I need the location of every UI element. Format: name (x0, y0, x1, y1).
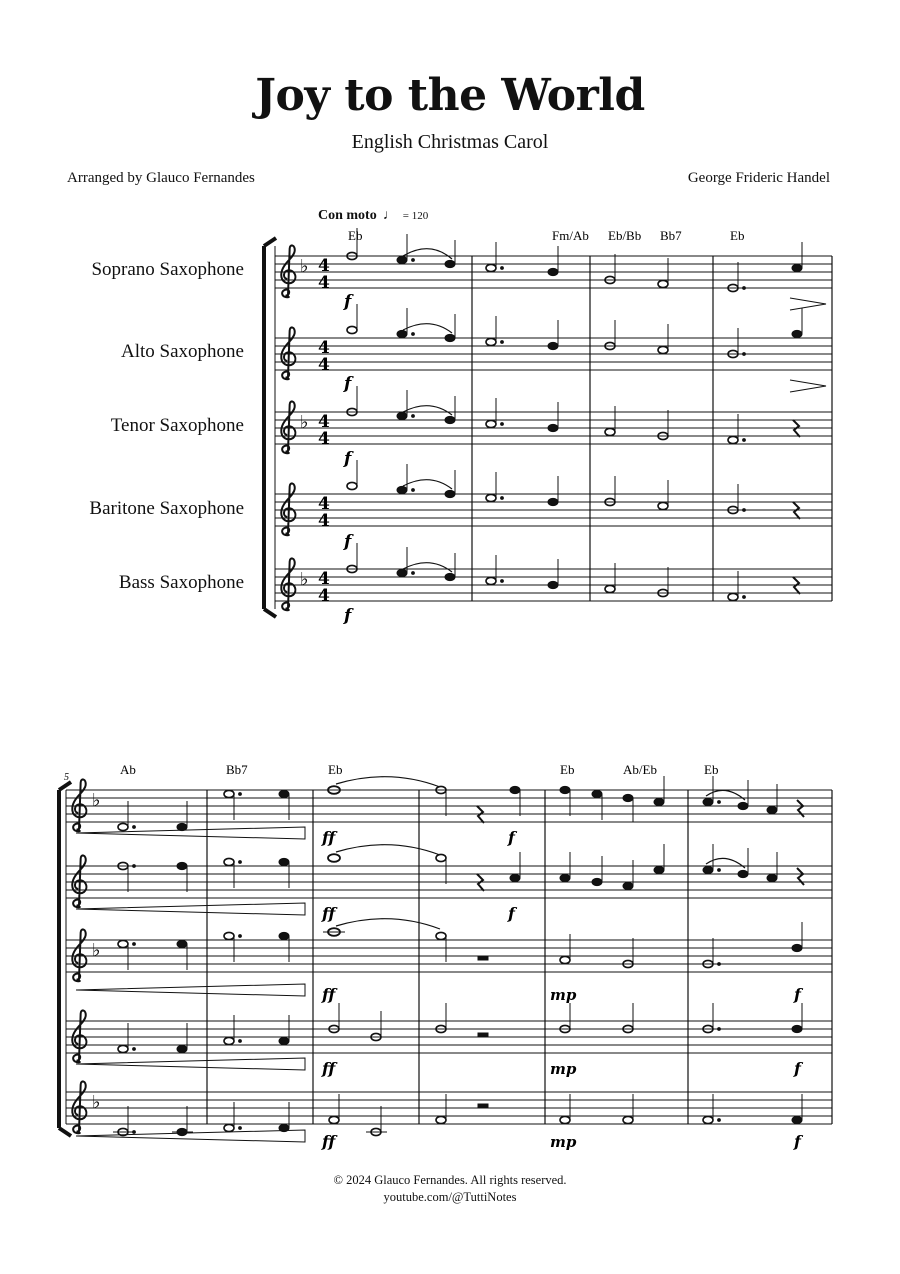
note-head (436, 932, 446, 939)
note-head (703, 866, 713, 873)
chord-symbol: Eb (348, 228, 363, 243)
flat-key-signature-icon: ♭ (92, 790, 101, 811)
svg-text:4: 4 (318, 586, 330, 606)
chord-symbol: Eb (328, 762, 343, 777)
treble-clef-icon (281, 483, 295, 535)
time-signature (318, 256, 330, 606)
dynamic-marking: f (344, 606, 352, 626)
half-rest-icon (478, 1104, 488, 1108)
note-head (548, 268, 558, 275)
dynamic-marking: ff (322, 828, 336, 847)
note-head (436, 1116, 446, 1123)
note-head (605, 428, 615, 435)
slur (403, 563, 452, 572)
note-head (224, 858, 234, 865)
instrument-label-tenor: Tenor Saxophone (110, 415, 244, 436)
note-head (548, 498, 558, 505)
slur (403, 480, 452, 489)
composer-credit: George Frideric Handel (687, 170, 830, 186)
chord-symbol: Eb (560, 762, 575, 777)
treble-clef-icon (72, 779, 86, 831)
dynamic-marking: mp (550, 1133, 577, 1151)
note-head (592, 878, 602, 885)
slur (403, 249, 452, 259)
score-title: Joy to the World (255, 70, 645, 121)
dynamic-marking: ff (322, 985, 336, 1004)
note-head (792, 264, 802, 271)
chord-symbol: Eb/Bb (608, 228, 642, 243)
svg-text:4: 4 (318, 429, 330, 449)
note-head (510, 786, 520, 793)
dynamic-marking: f (344, 374, 352, 394)
crescendo-hairpin (76, 827, 305, 839)
crescendo-hairpin (76, 984, 305, 996)
note-head (560, 1116, 570, 1123)
note-head (177, 940, 187, 947)
note-head (605, 585, 615, 592)
svg-text:4: 4 (318, 569, 330, 589)
treble-clef-icon (72, 855, 86, 907)
flat-key-signature-icon: ♭ (300, 256, 309, 277)
note-head (224, 1124, 234, 1131)
chord-symbol: Eb (730, 228, 745, 243)
system-2-bracket (59, 782, 71, 1136)
note-head (118, 823, 128, 830)
note-head (658, 280, 668, 287)
dynamic-marking: f (508, 828, 515, 847)
note-head (560, 874, 570, 881)
note-head (510, 874, 520, 881)
note-head (177, 823, 187, 830)
slur (403, 324, 452, 333)
svg-text:4: 4 (318, 511, 330, 531)
instrument-label-baritone: Baritone Saxophone (89, 498, 244, 519)
note-head (728, 593, 738, 600)
treble-clef-icon (72, 1010, 86, 1062)
tie (336, 777, 440, 787)
note-head (118, 1045, 128, 1052)
chord-symbol: Fm/Ab (552, 228, 589, 243)
flat-key-signature-icon: ♭ (92, 940, 101, 961)
whole-note-head (328, 854, 340, 862)
chord-symbol: Ab (120, 762, 136, 777)
note-head (703, 798, 713, 805)
note-head (486, 577, 496, 584)
note-head (177, 1128, 187, 1135)
note-head (445, 334, 455, 341)
note-head (548, 424, 558, 431)
note-head (329, 1116, 339, 1123)
dynamic-marking: f (344, 449, 352, 469)
note-head (397, 486, 407, 493)
note-head (177, 1045, 187, 1052)
note-head (279, 932, 289, 939)
note-head (654, 866, 664, 873)
treble-clef-icon (72, 929, 86, 981)
note-head (224, 932, 234, 939)
note-head (738, 802, 748, 809)
measure-number: 5 (64, 772, 69, 783)
note-head (224, 1037, 234, 1044)
dynamic-marking: f (344, 532, 352, 552)
treble-clef-icon (281, 245, 295, 297)
note-head (397, 330, 407, 337)
crescendo-hairpin (790, 298, 826, 310)
note-head (486, 264, 496, 271)
note-head (224, 790, 234, 797)
note-head (560, 786, 570, 793)
svg-text:4: 4 (318, 412, 330, 432)
note-head (397, 412, 407, 419)
note-head (767, 806, 777, 813)
note-head (486, 494, 496, 501)
slur (403, 406, 452, 415)
system-1-bracket (264, 238, 276, 617)
flat-key-signature-icon: ♭ (300, 569, 309, 590)
quarter-note-icon: ♩ (382, 208, 397, 223)
treble-clef-icon (281, 558, 295, 610)
note-head (445, 260, 455, 267)
dynamic-marking: ff (322, 1059, 336, 1078)
note-head (728, 436, 738, 443)
chord-symbol: Ab/Eb (623, 762, 657, 777)
half-rest-icon (478, 1033, 488, 1037)
system-2 (59, 762, 832, 1151)
treble-clef-icon (72, 1081, 86, 1133)
copyright-notice: © 2024 Glauco Fernandes. All rights reserved. (333, 1173, 567, 1187)
note-head (623, 794, 633, 801)
tie (336, 919, 440, 929)
note-head (486, 420, 496, 427)
chord-symbol: Bb7 (660, 228, 682, 243)
note-head (623, 1116, 633, 1123)
dynamic-marking: f (794, 1059, 801, 1078)
note-head (279, 790, 289, 797)
system-1-notes (347, 228, 826, 601)
note-head (118, 940, 128, 947)
crescendo-hairpin (76, 1058, 305, 1070)
dynamic-marking: ff (322, 1132, 336, 1151)
tempo-word: Con moto (318, 208, 377, 223)
dynamic-marking: mp (550, 1060, 577, 1078)
note-head (767, 874, 777, 881)
instrument-label-alto: Alto Saxophone (121, 341, 244, 362)
note-head (792, 944, 802, 951)
svg-text:4: 4 (318, 273, 330, 293)
note-head (177, 862, 187, 869)
tie (336, 845, 440, 855)
dynamic-marking: f (794, 985, 801, 1004)
system-2-staff-lines (66, 790, 832, 1124)
arranger-credit: Arranged by Glauco Fernandes (67, 170, 255, 186)
note-head (658, 502, 668, 509)
note-head (560, 956, 570, 963)
note-head (548, 581, 558, 588)
note-head (592, 790, 602, 797)
note-head (445, 416, 455, 423)
dynamic-marking: ff (322, 904, 336, 923)
note-head (548, 342, 558, 349)
note-head (792, 330, 802, 337)
system-2-barlines (207, 790, 832, 1124)
note-head (445, 573, 455, 580)
slur (706, 790, 745, 800)
flat-key-signature-icon: ♭ (92, 1092, 101, 1113)
half-rest-icon (478, 956, 488, 960)
youtube-link[interactable]: youtube.com/@TuttiNotes (383, 1190, 517, 1204)
treble-clef-icon (281, 327, 295, 379)
score-subtitle: English Christmas Carol (351, 131, 549, 153)
note-head (436, 854, 446, 861)
chord-symbol: Bb7 (226, 762, 248, 777)
dynamic-marking: f (794, 1132, 801, 1151)
treble-clef-icon (281, 401, 295, 453)
note-head (623, 882, 633, 889)
instrument-label-soprano: Soprano Saxophone (91, 259, 244, 280)
note-head (738, 870, 748, 877)
slur (706, 858, 745, 868)
crescendo-hairpin (790, 380, 826, 392)
chord-symbol: Eb (704, 762, 719, 777)
note-head (279, 858, 289, 865)
note-head (397, 569, 407, 576)
svg-text:4: 4 (318, 355, 330, 375)
dynamic-marking: f (508, 904, 515, 923)
dynamic-marking: mp (550, 986, 577, 1004)
flat-key-signature-icon: ♭ (300, 412, 309, 433)
note-head (792, 1025, 802, 1032)
note-head (279, 1037, 289, 1044)
svg-text:4: 4 (318, 338, 330, 358)
svg-text:4: 4 (318, 256, 330, 276)
note-head (703, 1116, 713, 1123)
note-head (792, 1116, 802, 1123)
dynamic-marking: f (344, 292, 352, 312)
crescendo-hairpin (76, 903, 305, 915)
system-2-notes (76, 776, 804, 1142)
svg-text:4: 4 (318, 494, 330, 514)
note-head (347, 326, 357, 333)
note-head (658, 346, 668, 353)
note-head (486, 338, 496, 345)
note-head (654, 798, 664, 805)
note-head (397, 256, 407, 263)
note-head (445, 490, 455, 497)
note-head (347, 482, 357, 489)
system-1 (264, 228, 832, 626)
instrument-label-bass: Bass Saxophone (118, 572, 244, 593)
tempo-bpm: = 120 (402, 210, 429, 222)
